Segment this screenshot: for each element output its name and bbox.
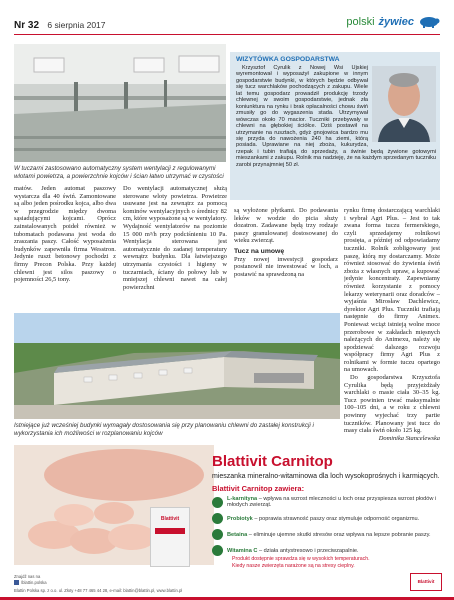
probiotic-icon <box>212 513 223 524</box>
logo-text: Blattivit <box>417 579 435 584</box>
ad-company-line: Blattin Polska sp. z o.o. ul. Złoty +48 77 465 44 28, e-mail: blattin@blattin.pl, www.blattin.pl <box>14 588 183 593</box>
article-col3-text-a: są wyłożone płytkami. Do podawania leków w wodzie do picia służy dozatron. Zadawane będą trzy rodzaje paszy granulowanej dostosowanej do wieku zwierząt. <box>234 207 338 245</box>
ad-feature-item: Betaina – eliminuje ujemne skutki stresów oraz wpływa na lepsze pobranie paszy. <box>212 529 444 540</box>
article-col2-text: Do wentylacji automatycznej służą sterowane wloty powietrza. Powietrze usuwane jest na zewnątrz za pomocą kominów wentylacyjnych o średnicy 82 cm, które wyposażone są w wentylatory. Wydajność wentylatorów na poziomie 15 000 m³/h przy podciśnieniu 10 Pa. Wentylacja sterowana jest automatycznie do zadanej temperatury wewnątrz budynku. Dla łatwiejszego utrzymania czystości i higieny w tuczarniach, ściany do połowy lub w mniejszej chlewni nawet na całej powierzchni <box>123 185 227 291</box>
top-photo-caption: W tuczarni zastosowano automatyczny system wentylacji z regulowanymi wlotami powietrza, a powierzchnie kojców i ścian łatwo utrzymać w czystości <box>14 165 224 180</box>
article-signature: Dominika Stancelewska <box>378 434 440 441</box>
brand-logo <box>346 16 440 28</box>
article-column-2 <box>123 185 227 291</box>
header-divider <box>14 34 440 35</box>
pig-icon <box>418 16 440 28</box>
ad-subtitle: mieszanka mineralno-witaminowa dla loch wysokoprośnych i karmiących. <box>212 473 440 480</box>
article-subheading: Tucz na umowę <box>234 247 285 255</box>
mid-photo-caption: Istniejące już wcześniej budynki wymagały dostosowania się przy planowaniu chlewni do zastałej konstrukcji i wykorzystania ich możliwości w rozplanowaniu kojców <box>14 422 314 437</box>
ad-contains-heading: Blattivit Carnitop zawiera: <box>212 484 305 493</box>
issue-date: 6 sierpnia 2017 <box>47 20 106 30</box>
article-column-3 <box>234 207 338 278</box>
article-col4-text-b: Do gospodarstwa Krzysztofa Cyrulika będą przyjeżdżały warchlaki o masie ciała 30–35 kg. Tucz powinien trwać maksymalnie 100–105 dni, a w roku z chlewni powinny wyjechać trzy partie tuczników. Planowany jest tucz do masy ciała świń około 125 kg. <box>344 374 440 435</box>
barn-interior-photo <box>14 44 226 162</box>
article-column-4 <box>344 207 440 441</box>
issue-number: Nr 32 <box>14 20 40 31</box>
ad-social-handle[interactable]: /blattin.polska <box>21 580 47 585</box>
blattivit-advertisement <box>0 443 454 600</box>
ad-features-list <box>212 496 444 556</box>
page-header-left <box>14 20 106 31</box>
vitamin-c-icon <box>212 545 223 556</box>
ad-feature-item: Witamina C – działa antystresowo i przeciwzapalnie. <box>212 545 444 556</box>
ad-social-label: Znajdź nas na <box>14 574 41 579</box>
article-col3-text-b: Przy nowej inwestycji gospodarz postanowił nie inwestować w loch, a postawić na sprawdzoną na <box>234 255 338 278</box>
ad-social <box>14 580 47 585</box>
brand-name: żywiec <box>378 16 414 28</box>
article-col1-text: matów. Jeden automat paszowy wystarcza dla 40 świń. Zamontowane są albo jeden pośrodku kojca, albo dwa w przegrodzie między dwoma sąsiadującymi kojcami. Oprócz zainstalowanych poideł również w tubomatach podawana jest woda do zraszania paszy. Całość wyposażenia budynków zapewniła firma Wesstron. Jedynie ruszt betonowy pochodzi z firmy Precon Polska. Przy każdej chlewni jest silos paszowy o pojemności 26,5 tony. <box>14 185 116 284</box>
ad-feature-item: Probiotyk – poprawia strawność paszy oraz stymuluje odporność organizmu. <box>212 513 444 524</box>
farm-buildings-photo <box>14 313 340 419</box>
blattivit-logo <box>410 573 442 591</box>
ad-footnote-1: Produkt dostępnie sprawdza się w wysokich temperaturach. <box>232 556 370 562</box>
ad-footnote-2: Kiedy nasze zwierzęta narażone są na stresy cieplny. <box>232 563 355 569</box>
ad-product-package <box>150 507 190 567</box>
article-column-1 <box>14 185 116 284</box>
l-carnitine-icon <box>212 497 223 508</box>
farm-profile-text: Krzysztof Cyrulik z Nowej Wsi Ujskiej wyremontował i wyposażył zakupione w innym gospodarstwie budynki, w których będzie odbywał się tucz warchlaków pochodzących z zakupu. Wiele lat temu gospodarz prowadził produkcję trzody chlewnej w swoim gospodarstwie, jednak zła koniunktura na rynku i brak opłacalności chowu świń zmusiły go do wygaszenia stada. Utrzymywał wówczas około 70 macior. Tuczniki przebywały w chlewni na głębokiej ściółce. Dziś postawił na utrzymanie na rusztach, gdyż gnojowica bardzo mu się przyda do nawożenia 240 ha ziemi, którą posiada. Uprawiane na niej zboża, kukurydza, rzepak i tubin trafiają do sprzedaży, a świnie będą żywione gotowymi mieszankami z zakupu. Rolnik ma nadzieję, że na każdym sprzedanym tuczniku zarobi przynajmniej 50 zł. <box>236 65 436 168</box>
ad-title: Blattivit Carnitop <box>212 453 333 470</box>
farm-profile-box <box>230 52 440 200</box>
package-label: Blattivit <box>160 516 180 522</box>
ad-feature-item: L-karnityna – wpływa na wzrost mleczności u loch oraz przyspiesza wzrost płodów i młodych zwierząt. <box>212 496 444 508</box>
package-stripe <box>155 528 185 534</box>
betaine-icon <box>212 529 223 540</box>
article-col4-text-a: rynku firmę dostarczającą warchlaki i wybrał Agri Plus. – Jest to tak zwana forma tuczu fermerskiego, czyli sprzedajemy rolnikowi prosięta, a później od odpowiadamy tuczniki. Rolnik zobligowany jest paszę, którą my dostarczamy. Może również stosować do żywienia świń zboża z własnych upraw, a kupować jedynie koncentraty. Zapewniamy również korzystanie z pomocy lekarzy weterynarii oraz doradców – wyjaśnia Mirosław Dachlewicz, dyrektor Agri Plus. Tuczniki trafiają następnie do firmy Animex. Ponieważ wciąż istnieją wolne moce przerobowe w zakładach mięsnych należących do Animexu, należy się spodziewać dalszego rozwoju współpracy firmy Agri Plus z rolnikami w formie tuczu opartego na umowach. <box>344 207 440 374</box>
farm-profile-title: WIZYTÓWKA GOSPODARSTWA <box>236 56 340 63</box>
facebook-icon <box>14 580 19 585</box>
brand-prefix: polski <box>346 16 375 28</box>
